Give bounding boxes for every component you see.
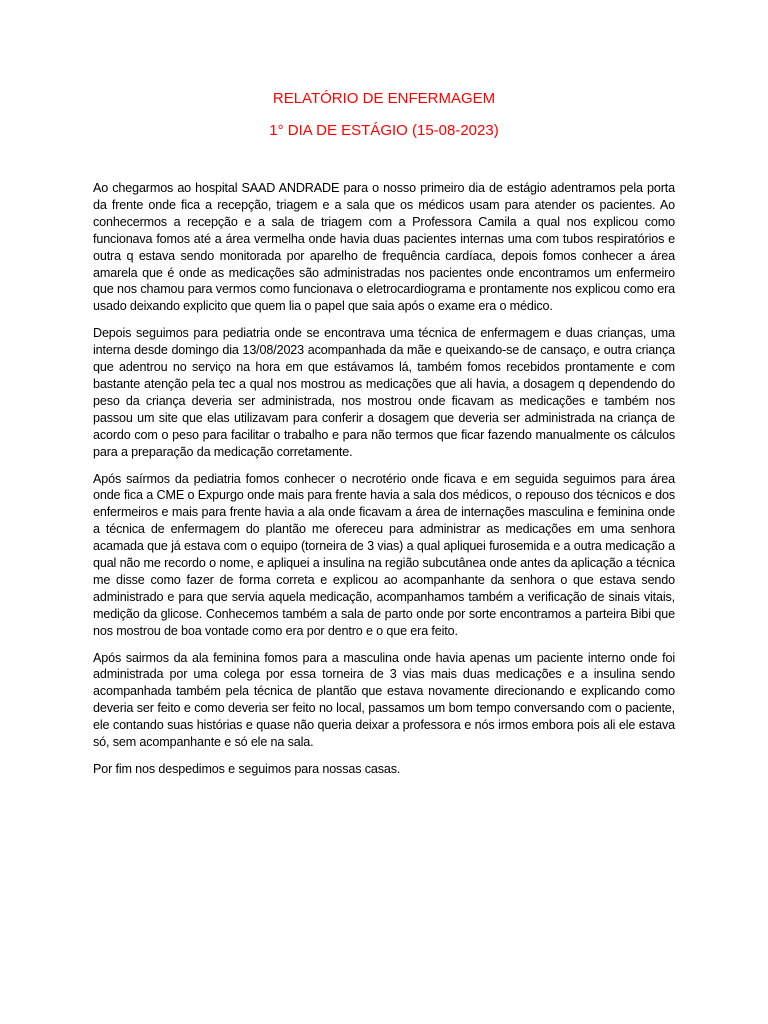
- paragraph-3: Após saírmos da pediatria fomos conhecer o necrotério onde ficava e em seguida seguimos para área onde fica a CME o Expurgo onde mais para frente havia a sala dos médicos, o repouso dos técnicos e dos enfermeiros e mais para frente havia a ala onde ficavam a área de internações masculina e feminina onde a técnica de enfermagem do plantão me ofereceu para administrar as medicações em uma senhora acamada que já estava com o equipo (torneira de 3 vias) a qual apliquei furosemida e a outra medicação a qual não me recordo o nome, e apliquei a insulina na região subcutânea onde antes da aplicação a técnica me disse como fazer de forma correta e explicou ao acompanhante da senhora o que estava sendo administrado e para que servia aquela medicação, acompanhamos também a verificação de sinais vitais, medição da glicose. Conhecemos também a sala de parto onde por sorte encontramos a parteira Bibi que nos mostrou de boa vontade como era por dentro e o que era feito.: [93, 471, 675, 638]
- paragraph-5: Por fim nos despedimos e seguimos para nossas casas.: [93, 762, 401, 776]
- document-body: [93, 180, 675, 788]
- paragraph-1: Ao chegarmos ao hospital SAAD ANDRADE para o nosso primeiro dia de estágio adentramos pela porta da frente onde fica a recepção, triagem e a sala que os médicos usam para atender os pacientes. Ao conhecermos a recepção e a sala de triagem com a Professora Camila a qual nos explicou como funcionava fomos até a área vermelha onde havia duas pacientes internas uma com tubos respiratórios e outra q estava sendo monitorada por aparelho de frequência cardíaca, depois fomos conhecer a área amarela que é onde as medicações são administradas nos pacientes onde encontramos um enfermeiro que nos chamou para vermos como funcionava o eletrocardiograma e prontamente nos explicou como era usado deixando explicito que quem lia o papel que saia após o exame era o médico.: [93, 181, 675, 314]
- document-subtitle: 1° DIA DE ESTÁGIO (15-08-2023): [269, 122, 499, 139]
- paragraph-4: Após sairmos da ala feminina fomos para a masculina onde havia apenas um paciente interno onde foi administrada por uma colega por essa torneira de 3 vias mais duas medicações e a insulina sendo acompanhada também pela técnica de plantão que estava novamente direcionando e explicando como deveria ser feito e como deveria ser feito no local, passamos um bom tempo conversando com o paciente, ele contando suas histórias e quase não queria deixar a professora e nós irmos embora pois ali ele estava só, sem acompanhante e só ele na sala.: [93, 650, 675, 750]
- paragraph-2: Depois seguimos para pediatria onde se encontrava uma técnica de enfermagem e duas crianças, uma interna desde domingo dia 13/08/2023 acompanhada da mãe e queixando-se de cansaço, e outra criança que adentrou no serviço na hora em que estávamos lá, também fomos recebidos prontamente e com bastante atenção pela tec a qual nos mostrou as medicações que ali havia, a dosagem q dependendo do peso da criança deveria ser administrada, nos mostrou onde ficavam as medicações e também nos passou um site que elas utilizavam para conferir a dosagem que deveria ser administrada na criança de acordo com o peso para facilitar o trabalho e para não termos que ficar fazendo manualmente os cálculos para a preparação da medicação corretamente.: [93, 326, 675, 459]
- document-title: RELATÓRIO DE ENFERMAGEM: [272, 90, 496, 107]
